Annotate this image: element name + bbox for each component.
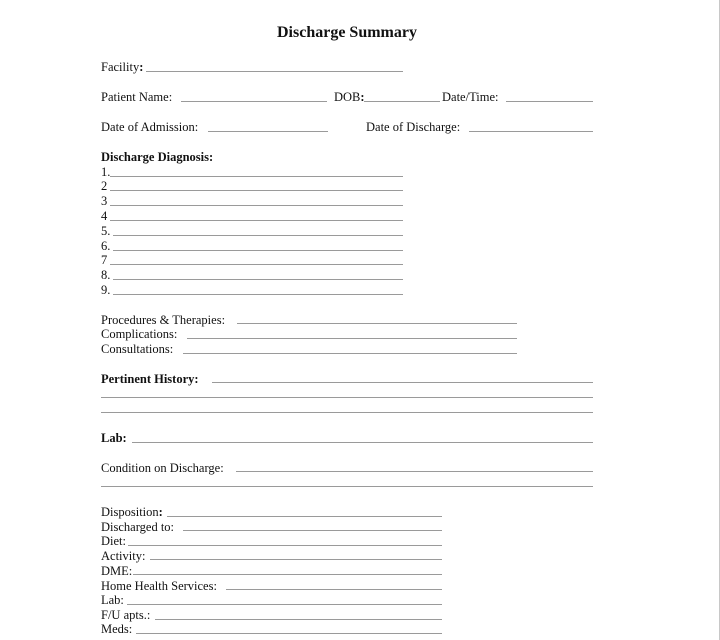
diagnosis-number: 7 [101,253,108,267]
diagnosis-number: 1. [101,165,111,179]
diagnosis-heading: Discharge Diagnosis: [101,150,214,164]
admission-date-label: Date of Admission: [101,120,199,134]
admission-date-field[interactable] [208,131,328,132]
disposition-label: Disposition: [101,505,163,519]
activity-field[interactable] [150,559,442,560]
datetime-label: Date/Time: [442,90,499,104]
discharge-date-field[interactable] [469,131,593,132]
diagnosis-field[interactable] [113,235,403,236]
diet-label: Diet: [101,534,126,548]
discharged-to-field[interactable] [183,530,442,531]
lab-field-2[interactable] [127,604,442,605]
lab-field[interactable] [132,442,593,443]
diagnosis-number: 2 [101,179,108,193]
diagnosis-field[interactable] [110,205,403,206]
home-health-label: Home Health Services: [101,579,217,593]
diagnosis-field[interactable] [110,264,403,265]
history-field-line[interactable] [101,412,593,413]
activity-label: Activity: [101,549,146,563]
diagnosis-field[interactable] [110,176,403,177]
datetime-field[interactable] [506,101,593,102]
lab-label: Lab: [101,593,124,607]
diagnosis-field[interactable] [113,250,403,251]
page-title: Discharge Summary [277,24,417,41]
fu-appointments-label: F/U apts.: [101,608,151,622]
complications-label: Complications: [101,327,178,341]
diagnosis-number: 4 [101,209,108,223]
diagnosis-field[interactable] [113,279,403,280]
complications-field[interactable] [187,338,517,339]
patient-name-label: Patient Name: [101,90,173,104]
condition-label: Condition on Discharge: [101,461,224,475]
facility-field[interactable] [146,71,403,72]
discharged-to-label: Discharged to: [101,520,175,534]
procedures-field[interactable] [237,323,517,324]
procedures-label: Procedures & Therapies: [101,313,226,327]
discharge-date-label: Date of Discharge: [366,120,461,134]
lab-heading: Lab: [101,431,127,445]
diagnosis-number: 3 [101,194,108,208]
history-field[interactable] [212,382,593,383]
diagnosis-number: 6. [101,239,111,253]
condition-field[interactable] [236,471,593,472]
condition-field-line[interactable] [101,486,593,487]
dob-label: DOB: [334,90,365,104]
diagnosis-number: 9. [101,283,111,297]
fu-appointments-field[interactable] [155,619,442,620]
consultations-label: Consultations: [101,342,174,356]
facility-label: Facility: [101,60,144,74]
disposition-field[interactable] [167,516,442,517]
diagnosis-number: 8. [101,268,111,282]
diagnosis-number: 5. [101,224,111,238]
meds-label: Meds: [101,622,133,636]
diet-field[interactable] [128,545,442,546]
history-field-line[interactable] [101,397,593,398]
meds-field[interactable] [136,633,442,634]
home-health-field[interactable] [226,589,442,590]
dme-field[interactable] [133,574,442,575]
dob-field[interactable] [364,101,440,102]
history-label: Pertinent History: [101,372,199,386]
diagnosis-field[interactable] [113,294,403,295]
consultations-field[interactable] [183,353,517,354]
dme-label: DME: [101,564,133,578]
diagnosis-field[interactable] [110,220,403,221]
diagnosis-field[interactable] [110,190,403,191]
patient-name-field[interactable] [181,101,327,102]
